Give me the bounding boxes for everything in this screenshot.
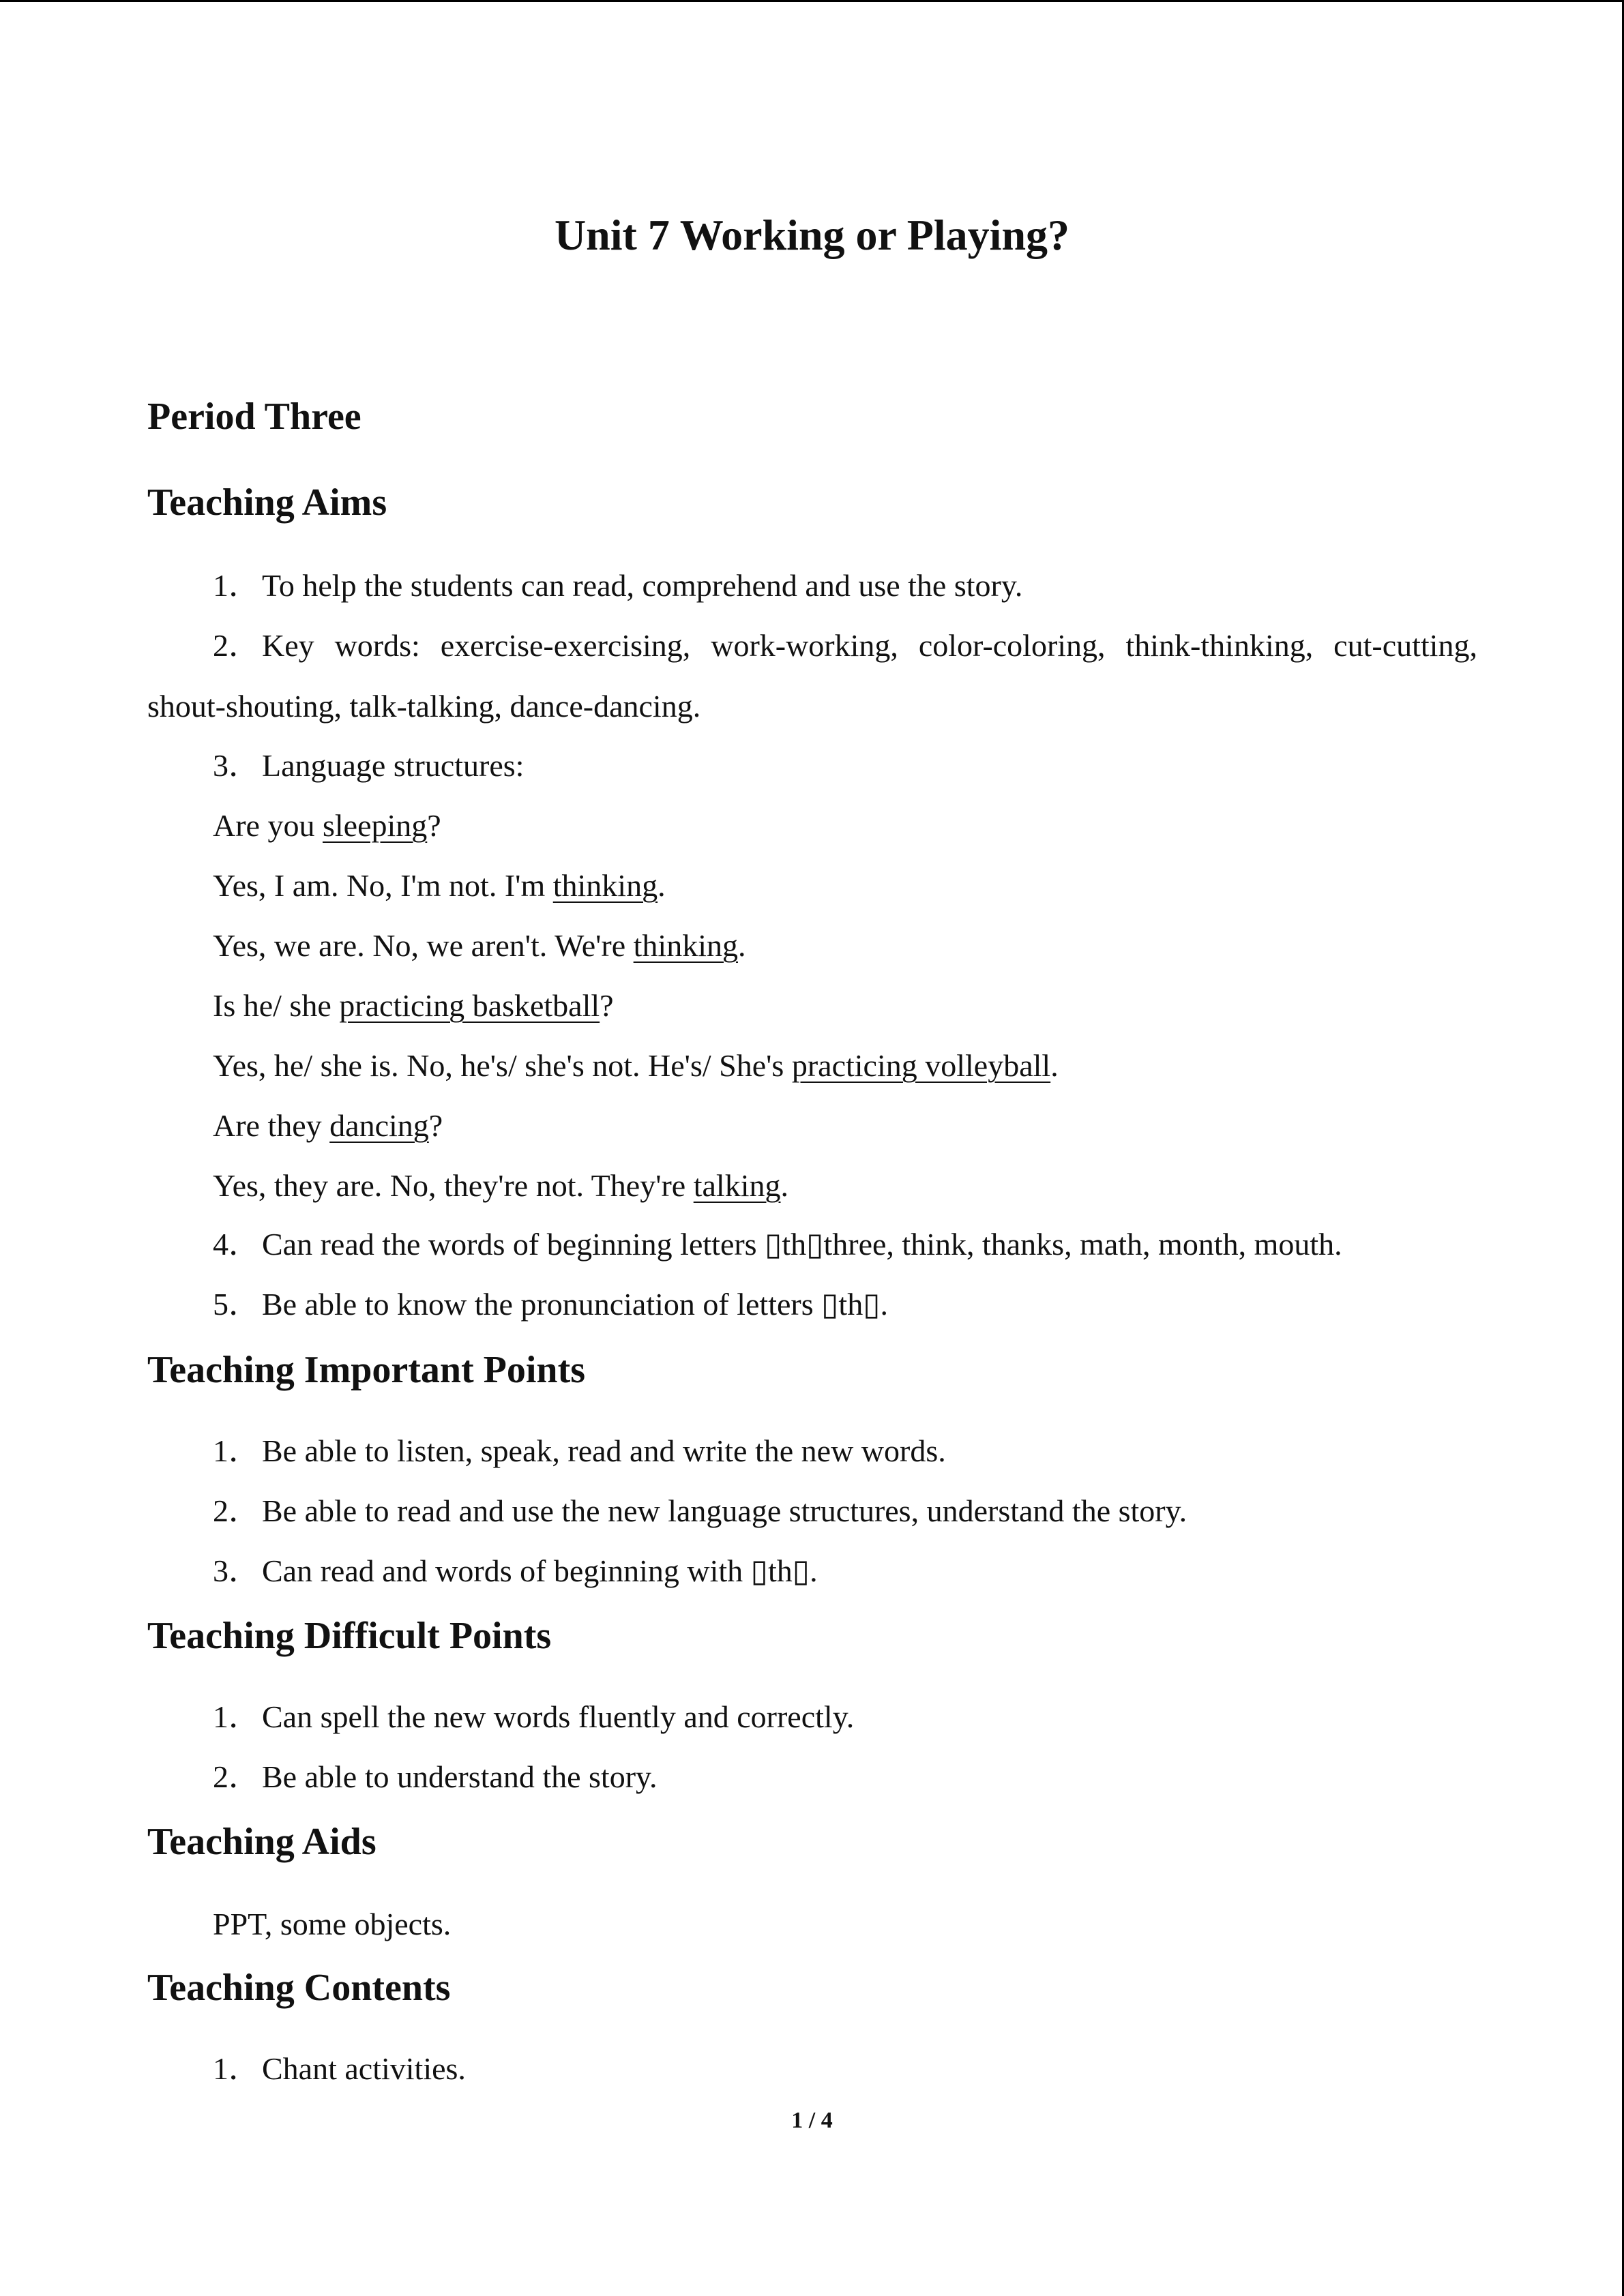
item-text: Be able to know the pronunciation of letters ▯th▯. [262, 1287, 889, 1322]
aims-item-5 [213, 1289, 888, 1320]
important-item-3 [213, 1555, 818, 1587]
contents-item-1 [213, 2053, 466, 2085]
structure-sentence-4: Is he/ she practicing basketball? [213, 988, 614, 1023]
structure-sentence-6: Are they dancing? [213, 1108, 443, 1143]
item-text: Can spell the new words fluently and correctly. [262, 1699, 855, 1734]
item-number: 5． [213, 1287, 260, 1322]
structure-sentence-1: Are you sleeping? [213, 808, 441, 843]
teaching-aims-heading: Teaching Aims [147, 481, 387, 524]
structure-sentence-5: Yes, he/ she is. No, he's/ she's not. He's/ She's practicing volleyball. [213, 1048, 1059, 1083]
structure-sentence-2: Yes, I am. No, I'm not. I'm thinking. [213, 868, 666, 903]
underlined-phrase: thinking [633, 928, 738, 963]
underlined-phrase: thinking [552, 868, 658, 903]
teaching-aids-text: PPT, some objects. [213, 1907, 452, 1941]
item-text-word: exercise-exercising, [440, 628, 691, 663]
important-item-1 [213, 1435, 946, 1467]
underlined-phrase: sleeping [322, 808, 428, 843]
item-number: 1． [213, 2051, 260, 2086]
underlined-phrase: dancing [329, 1108, 429, 1143]
underlined-phrase: practicing volleyball [791, 1048, 1051, 1083]
item-text: Language structures: [262, 748, 525, 783]
difficult-item-1 [213, 1701, 854, 1733]
period-heading: Period Three [147, 396, 361, 438]
item-text: Be able to understand the story. [262, 1759, 658, 1794]
item-number: 3． [213, 748, 260, 783]
structure-sentence-3: Yes, we are. No, we aren't. We're thinking. [213, 928, 746, 963]
aims-item-2-continuation: shout-shouting, talk-talking, dance-dancing. [147, 689, 701, 724]
underlined-phrase: practicing basketball [339, 988, 600, 1023]
difficult-points-heading: Teaching Difficult Points [147, 1615, 552, 1657]
item-text-word: cut-cutting, [1333, 628, 1477, 663]
difficult-item-2 [213, 1761, 658, 1793]
important-points-heading: Teaching Important Points [147, 1349, 586, 1391]
teaching-aids-heading: Teaching Aids [147, 1821, 377, 1863]
item-text-word: think-thinking, [1125, 628, 1314, 663]
teaching-contents-heading: Teaching Contents [147, 1967, 451, 2009]
item-number: 2． [213, 1493, 260, 1528]
item-text: Chant activities. [262, 2051, 466, 2086]
item-text: Be able to read and use the new language structures, understand the story. [262, 1493, 1187, 1528]
aims-item-1 [213, 570, 1022, 601]
document-title: Unit 7 Working or Playing? [554, 211, 1070, 259]
aims-item-2 [213, 630, 1477, 661]
aims-item-4 [213, 1229, 1342, 1260]
item-number: 1． [213, 1433, 260, 1468]
item-number: 2． [213, 628, 260, 663]
aims-item-3 [213, 750, 524, 781]
item-text: Be able to listen, speak, read and write the new words. [262, 1433, 946, 1468]
page-number: 1 / 4 [791, 2108, 833, 2133]
important-item-2 [213, 1495, 1187, 1527]
item-text: Can read the words of beginning letters ▯th▯three, think, thanks, math, month, mouth. [262, 1227, 1342, 1262]
item-text-word: words: [334, 628, 420, 663]
item-number: 3． [213, 1553, 260, 1588]
item-number: 4． [213, 1227, 260, 1262]
item-text: Can read and words of beginning with ▯th▯. [262, 1553, 818, 1588]
item-text: To help the students can read, comprehend and use the story. [262, 568, 1023, 603]
structure-sentence-7: Yes, they are. No, they're not. They're talking. [213, 1168, 788, 1203]
item-text-word: work-working, [711, 628, 898, 663]
item-number: 1． [213, 568, 260, 603]
item-text-word: color-coloring, [918, 628, 1106, 663]
underlined-phrase: talking [693, 1168, 781, 1203]
item-number: 1． [213, 1699, 260, 1734]
item-number: 2． [213, 1759, 260, 1794]
item-text-word: 2．Key [213, 628, 314, 663]
